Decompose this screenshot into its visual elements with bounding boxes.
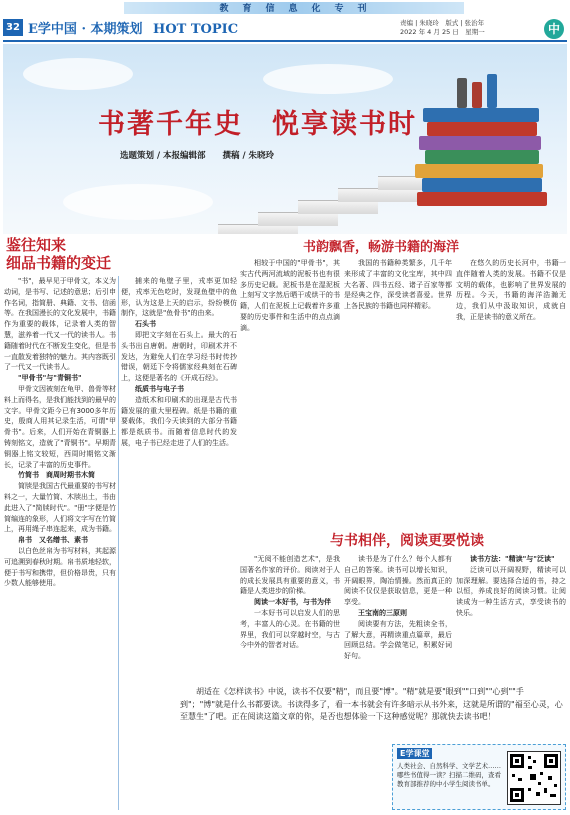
- cloud-decoration: [63, 184, 213, 220]
- subheading-paper-ebook: 纸质书与电子书: [135, 384, 184, 393]
- article-column-4: [344, 258, 452, 528]
- section3-title: 与书相伴，阅读更要悦读: [330, 533, 484, 549]
- section3-paragraph-2: 一本好书可以启发人们的思考，丰富人的心灵。在书籍的世界里，我们可以穿越时空，与古今中外的智者对话。: [240, 608, 340, 650]
- subheading-oracle-bone: "甲骨书"与"青铜书": [18, 374, 82, 383]
- e-classroom-label: E学课堂: [397, 748, 432, 759]
- layout-credit: 版式 | 张治年: [445, 19, 485, 27]
- issue-weekday: 星期一: [465, 28, 485, 36]
- e-classroom-box: [392, 744, 566, 810]
- section-english: HOT TOPIC: [153, 22, 239, 37]
- paragraph-bamboo: 简牍是我国古代最重要的书写材料之一，大量竹简、木牍出土，书由此进入了"简牍时代"。"册"字便是竹简编连的象形，人们将文字写在竹简上，再用绳子串连起来，成为书籍。: [4, 482, 116, 534]
- brand-name: E学中国: [28, 22, 77, 37]
- section2-title: 书韵飘香，畅游书籍的海洋: [303, 240, 460, 255]
- article-column-1: [4, 276, 116, 814]
- top-banner: [0, 0, 570, 16]
- section2-paragraph-b: 我国的书籍种类繁多，几千年来形成了丰富的文化宝库，其中四大名著、四书五经、诸子百家等都是经典之作，深受读者喜爱。世界上各民族的书籍也同样精彩。: [344, 259, 452, 311]
- paragraph-paper-ebook: 造纸术和印刷术的出现是古代书籍发展的重大里程碑。纸是书籍的重要载体，我们今天读到的大部分书籍都是纸质书。而随着信息时代的发展，电子书已经走进了人们的生活。: [121, 395, 237, 447]
- writer-credit: 撰稿 / 朱晓玲: [222, 151, 275, 161]
- section2-paragraph-a: 相较于中国的"甲骨书"，其实古代两河流域的泥板书也有很多历史记载。泥板书是在湿泥板上刻写文字然后晒干或烘干的书籍，人们在泥板上记载着许多重要的历史事件和生活中的点点滴滴。: [240, 259, 340, 332]
- section3-paragraph-4: 阅读要有方法，先粗读全书，了解大意，再精读重点篇章，最后回顾总结。学会做笔记，积累好词好句。: [344, 619, 452, 661]
- article-column-2: [121, 276, 237, 674]
- article-column-5: [456, 258, 566, 528]
- subheading-bamboo: 竹简书 商周时期书木简: [18, 471, 95, 480]
- brand-title: E学中国 · 本期策划 HOT TOPIC: [28, 22, 239, 37]
- subheading-stone: 石头书: [135, 320, 156, 329]
- section1-title-line1: 鉴往知来: [6, 236, 67, 254]
- editor-credit: 责编 | 朱晓玲: [400, 19, 439, 27]
- newspaper-logo-icon: 中: [544, 19, 564, 39]
- hero-banner: [3, 44, 567, 234]
- column-divider: [118, 276, 119, 810]
- closing-text: 胡适在《怎样读书》中说，读书不仅要"精"，而且要"博"。"精"就是要"眼到""口到""心到""手到"；"博"就是什么书都要读。书读得多了，看一本书就会有许多暗示从书外来，这就是所谓的"福至心灵，心至慧生"了吧。正在阅读这篇文章的你，是否也想体验一下这种感觉呢？那就快去读书吧！: [180, 687, 563, 721]
- article-column-6: [240, 554, 340, 684]
- section1-intro: "书"，最早见于甲骨文，本义为动词，是书写、记述的意思；后引申作名词，指简册、典籍、文书、信函等。在我国漫长的文化发展中，书籍作为重要的载体，记录着人类的智慧，滋养着一代又一代的读书人。书籍随着时代在不断发生变化，但是书一直散发着独特的魅力。其内容既引了一代又一代读书人。: [4, 277, 116, 372]
- section-name: 本期策划: [90, 22, 143, 37]
- hero-title: 书著千年史 悦享读书时: [98, 109, 417, 140]
- article-column-3: [240, 258, 340, 528]
- page-number: 32: [3, 19, 23, 36]
- section1-title-line2: 细品书籍的变迁: [6, 254, 112, 272]
- cloud-decoration: [263, 64, 393, 94]
- closing-paragraph: [180, 686, 564, 724]
- paragraph-oracle-bone: 甲骨文因被刻在龟甲、兽骨等材料上而得名，是我们能找到的最早的文字。甲骨文距今已有3000多年历史，殷商人用其记录生活，可谓"甲骨书"。后来，人们开始在青铜器上铸刻铭文，造就了"青铜书"。早期青铜器上铭文较短，西周时期铭文渐长，记录了丰富的历史事件。: [4, 384, 116, 469]
- cloud-decoration: [23, 58, 133, 90]
- hero-credits: [120, 149, 288, 161]
- column2-intro: 捕来的龟壁子里，戎率更加轻便，戎率无色吃时，发现鱼壁中的鱼形，认为这是上天的启示，纷纷模仿制作，这就是"鱼骨书"的由来。: [121, 277, 237, 318]
- section3-subheading-3: 读书方法："精读"与"泛读": [470, 555, 555, 563]
- paragraph-stone: 即把文字刻在石头上。最大的石头书出自唐朝。唐朝时，印刷术并不发达，为避免人们在学习经书时传抄错误，朝廷下令将儒家经典刻在石碑上，这便是著名的《开成石经》。: [121, 330, 237, 383]
- paragraph-silk: 以白色丝帛为书写材料，其起源可追溯到春秋时期。帛书质地轻软，便于书写和携带，但价格昂贵，只有少数人能够使用。: [4, 546, 116, 588]
- issue-date: 2022 年 4 月 25 日: [400, 28, 459, 36]
- header-rule: [3, 40, 567, 42]
- banner-tagline: 教育信息化专刊: [219, 4, 381, 14]
- section2-paragraph-c: 在悠久的历史长河中，书籍一直伴随着人类的发展。书籍不仅是文明的载体，也影响了世界发展的历程。今天，书籍的海洋浩瀚无边，我们从中汲取知识，成就自我，正是读书的意义所在。: [456, 259, 566, 321]
- section3-paragraph-5: 泛读可以开阔视野，精读可以加深理解。要选择合适的书，持之以恒，养成良好的阅读习惯。让阅读成为一种生活方式，享受读书的快乐。: [456, 565, 566, 617]
- section3-subheading-2: 王宝南的三原则: [358, 608, 407, 617]
- book-stack-illustration: [397, 72, 557, 222]
- section3-paragraph-3: 读书是为了什么？每个人都有自己的答案。读书可以增长知识，开阔眼界，陶冶情操。然而真正的阅读不仅仅是获取信息，更是一种享受。: [344, 555, 452, 607]
- planning-credit: 选题策划 / 本报编辑部: [120, 151, 206, 161]
- section3-subheading-1: 阅读一本好书，与书为伴: [254, 598, 331, 607]
- e-classroom-text: 人类社会、自然科学、文学艺术……哪些书值得一读？扫描二维码，查看教育部推荐的中小学生阅读书单。: [397, 762, 501, 788]
- article-column-7: [344, 554, 452, 684]
- masthead: [0, 17, 570, 39]
- section1-title: [6, 236, 111, 272]
- page-meta: [400, 19, 540, 37]
- section3-paragraph-1: "无阅不能创造艺术"，是我国著名作家的评价。阅读对于人的成长发展具有重要的意义，书籍是人类进步的阶梯。: [240, 555, 340, 596]
- qr-code-icon[interactable]: [507, 751, 561, 805]
- subheading-silk: 帛书 又名缯书、素书: [18, 536, 88, 545]
- article-column-8: [456, 554, 566, 684]
